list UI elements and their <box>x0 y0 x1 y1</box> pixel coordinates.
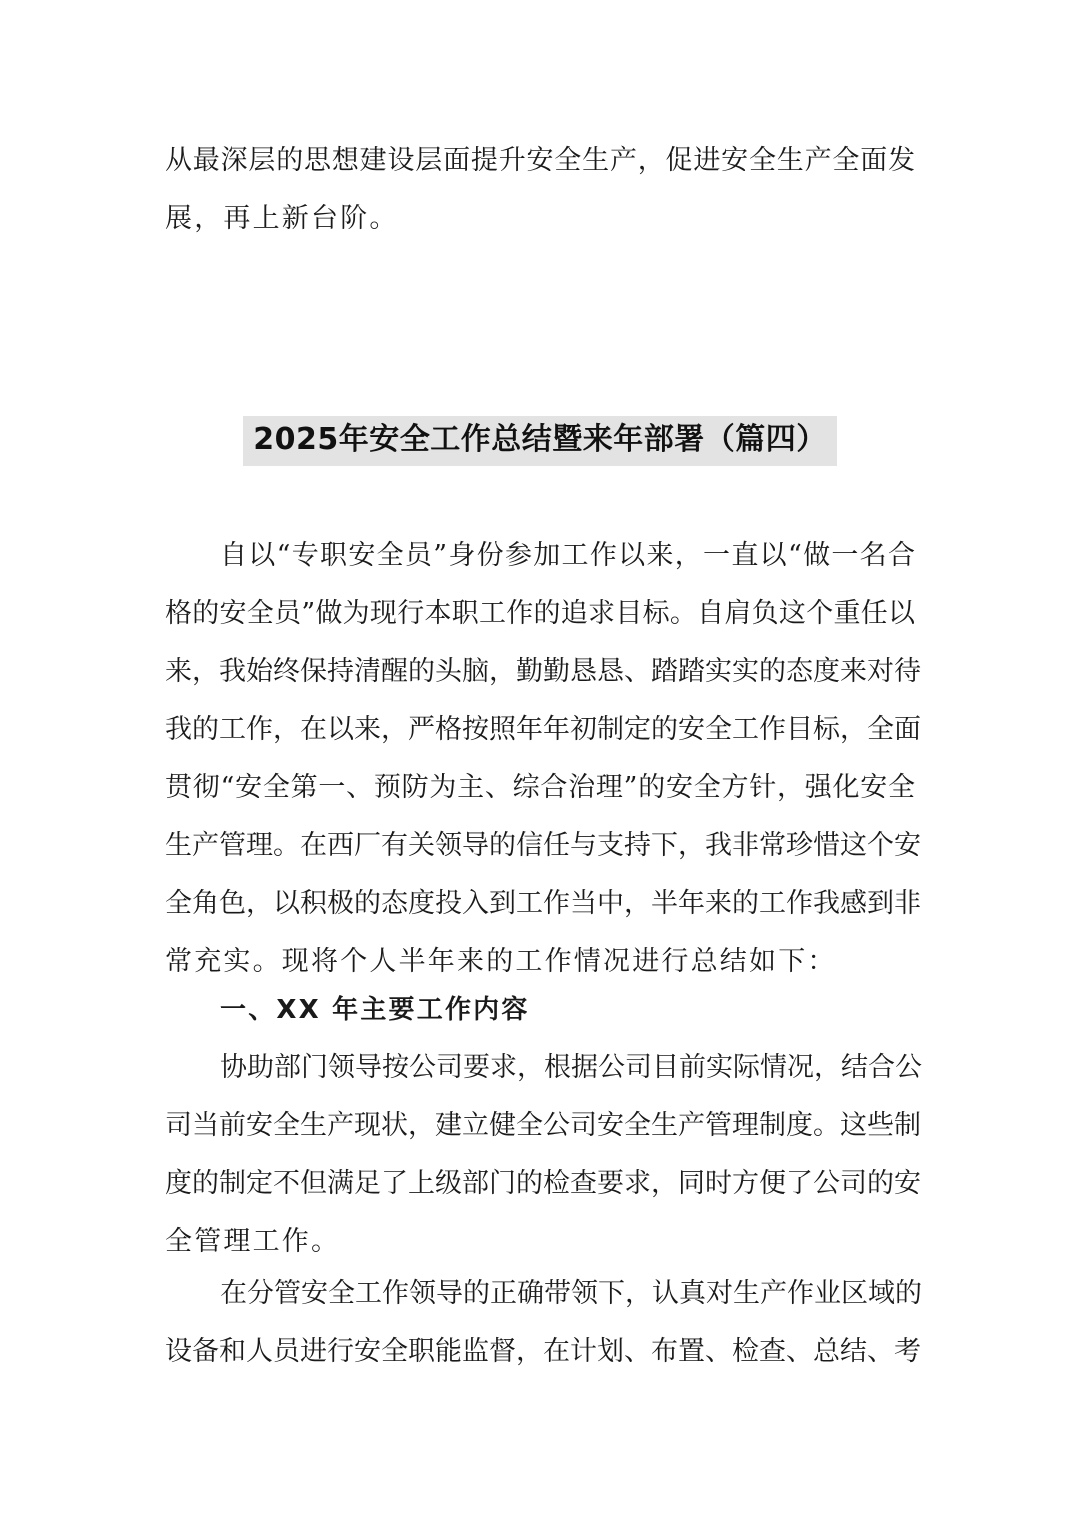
text-line: 常充实。现将个人半年来的工作情况进行总结如下： <box>165 946 837 977</box>
top-paragraph <box>165 132 915 248</box>
text-line: 格的安全员”做为现行本职工作的追求目标。自肩负这个重任以 <box>165 598 915 629</box>
section-heading: 一、XX 年主要工作内容 <box>220 995 530 1025</box>
text-line: 我的工作，在以来，严格按照年年初制定的安全工作目标，全面 <box>165 714 921 745</box>
text-line: 全角色，以积极的态度投入到工作当中，半年来的工作我感到非 <box>165 888 921 919</box>
intro-paragraph <box>165 527 921 991</box>
text-line: 司当前安全生产现状，建立健全公司安全生产管理制度。这些制 <box>165 1110 921 1141</box>
text-line: 全管理工作。 <box>165 1226 341 1257</box>
text-line: 贯彻“安全第一、预防为主、综合治理”的安全方针，强化安全 <box>165 772 915 803</box>
article-title: 2025年安全工作总结暨来年部署（篇四） <box>243 416 837 466</box>
text-line: 在分管安全工作领导的正确带领下，认真对生产作业区域的 <box>220 1278 922 1309</box>
text-line: 度的制定不但满足了上级部门的检查要求，同时方便了公司的安 <box>165 1168 921 1199</box>
text-line: 从最深层的思想建设层面提升安全生产，促进安全生产全面发 <box>165 145 915 176</box>
paragraph-2 <box>165 1039 922 1271</box>
text-line: 来，我始终保持清醒的头脑，勤勤恳恳、踏踏实实的态度来对待 <box>165 656 921 687</box>
text-line: 自以“专职安全员”身份参加工作以来，一直以“做一名合 <box>220 540 915 571</box>
title-container <box>0 416 1080 466</box>
paragraph-3 <box>165 1265 922 1381</box>
text-line: 生产管理。在西厂有关领导的信任与支持下，我非常珍惜这个安 <box>165 830 921 861</box>
text-line: 协助部门领导按公司要求，根据公司目前实际情况，结合公 <box>220 1052 922 1083</box>
section-heading-block <box>165 981 915 1039</box>
text-line: 展，再上新台阶。 <box>165 203 399 234</box>
text-line: 设备和人员进行安全职能监督，在计划、布置、检查、总结、考 <box>165 1336 921 1367</box>
